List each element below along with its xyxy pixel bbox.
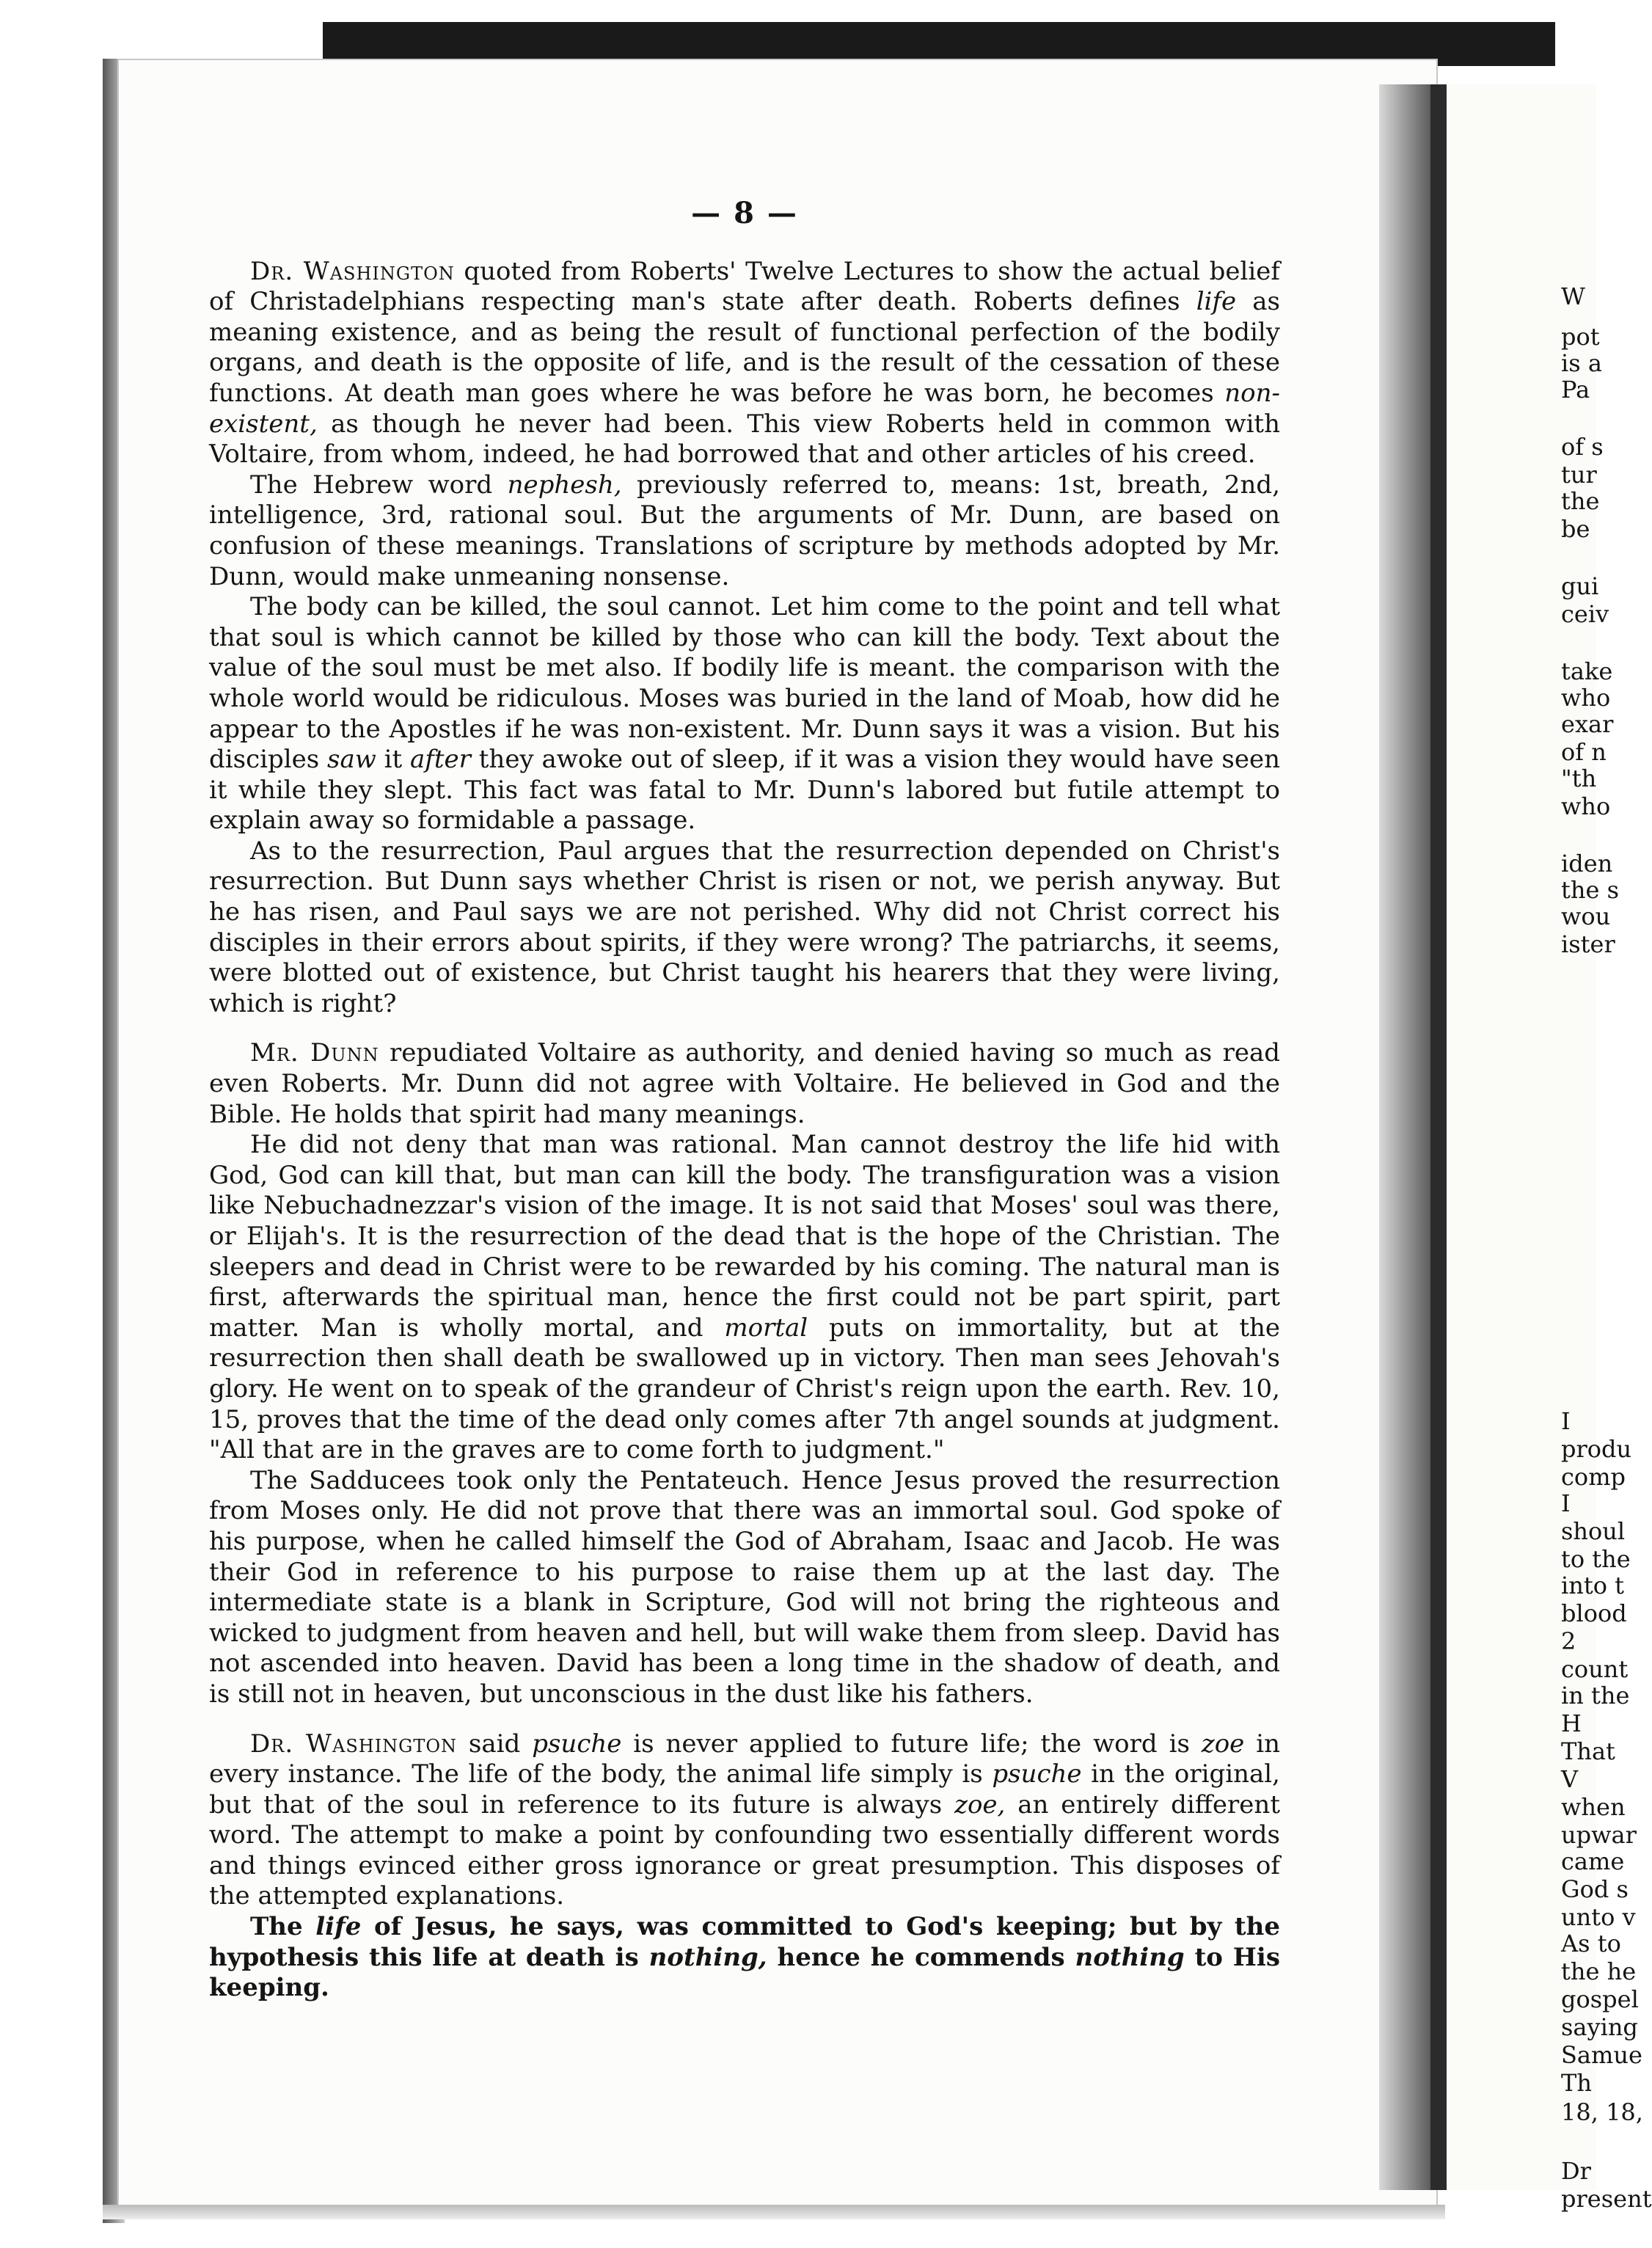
adjacent-page-fragment: who — [1561, 684, 1611, 712]
paragraph — [209, 257, 1280, 470]
book-spine — [1430, 84, 1447, 2190]
text-run: to His keeping. — [209, 1942, 1280, 2003]
italic-text: zoe — [1201, 1729, 1245, 1759]
speaker-name: Dr. Washington — [250, 256, 455, 286]
text-run: is never applied to future life; the word is — [621, 1729, 1202, 1759]
adjacent-page-fragment: gospel — [1561, 1985, 1639, 2013]
italic-text: life — [1196, 287, 1237, 317]
italic-text: nephesh, — [507, 470, 622, 500]
adjacent-page-fragment: iden — [1561, 850, 1613, 877]
text-run: as meaning existence, and as being the result of functional perfection of the bodily organs, and death is the opposite of life, and is the result of the cessation of these functions. At death man goes where he was before he was born, he becomes — [209, 287, 1280, 408]
italic-text: after — [410, 745, 471, 775]
italic-text: non-existent, — [209, 378, 1280, 439]
adjacent-page-fragment: I — [1561, 1407, 1571, 1435]
adjacent-page-fragment: Dr — [1561, 2157, 1591, 2185]
text-run: He did not deny that man was rational. Man cannot destroy the life hid with God, God can kill that, but man can kill the body. The transfiguration was a vision like Nebuchadnezzar's vision of the image. It is not said that Moses' soul was there, or Elijah's. It is the resurrection of the dead that is the hope of the Christian. The sleepers and dead in Christ were to be rewarded by his coming. The natural man is first, afterwards the spiritual man, hence the first could not be part spirit, part matter. Man is wholly mortal, and — [209, 1130, 1280, 1343]
adjacent-page-fragment: Pa — [1561, 376, 1590, 404]
paragraph — [209, 1038, 1280, 1130]
adjacent-page-fragment: Th — [1561, 2069, 1592, 2097]
text-run: The body can be killed, the soul cannot. Let him come to the point and tell what that soul is which cannot be killed by those who can kill the body. Text about the value of the soul must be met also. If bodily life is meant. the comparison with the whole world would be ridiculous. Moses was buried in the land of Moab, how did he appear to the Apostles if he was non-existent. Mr. Dunn says it was a vision. But his disciples — [209, 592, 1280, 775]
text-run: puts on immortality, but at the resurrection then shall death be swallowed up in victory. Then man sees Jehovah's glory. He went on to speak of the grandeur of Christ's reign upon the earth. Rev. 10, 15, proves that the time of the dead only comes after 7th angel sounds at judgment. "All that are in the graves are to come forth to judgment." — [209, 1313, 1280, 1465]
paragraph — [209, 1729, 1280, 1913]
page-text-column — [209, 198, 1280, 2004]
italic-text: nothing, — [648, 1942, 767, 1972]
adjacent-page-fragment: V — [1561, 1765, 1579, 1793]
adjacent-page-fragment: tur — [1561, 461, 1597, 489]
adjacent-page-fragment: God s — [1561, 1875, 1629, 1903]
adjacent-page-fragment: into t — [1561, 1572, 1624, 1599]
adjacent-page-fragment: pot — [1561, 323, 1600, 351]
text-run: an entirely different word. The attempt to make a point by confounding two essentially different words and things evinced either gross ignorance or great presumption. This disposes of the attempted explanations. — [209, 1789, 1280, 1911]
paragraph-list — [209, 257, 1280, 2004]
speaker-name: Dr. Washington — [250, 1729, 458, 1759]
adjacent-page-fragment: 18, 18, — [1561, 2098, 1643, 2126]
adjacent-page-fragment: Samue — [1561, 2041, 1642, 2069]
adjacent-page-fragment: count — [1561, 1655, 1629, 1683]
text-run: it — [376, 745, 411, 775]
adjacent-page-fragment: produ — [1561, 1435, 1632, 1463]
text-run: in every instance. The life of the body, the animal life simply is — [209, 1729, 1280, 1789]
text-run: they awoke out of sleep, if it was a vision they would have seen it while they slept. This fact was fatal to Mr. Dunn's labored but futile attempt to explain away so formidable a passage. — [209, 745, 1280, 836]
adjacent-page-fragment: That — [1561, 1737, 1615, 1765]
adjacent-page-fragment: saying — [1561, 2013, 1638, 2041]
text-run: As to the resurrection, Paul argues that the resurrection depended on Christ's resurrection. But Dunn says whether Christ is risen or not, we perish anyway. But he has risen, and Paul says we are not perished. Why did not Christ correct his disciples in their errors about spirits, if they were wrong? The patriarchs, it seems, were blotted out of existence, but Christ taught his hearers that they were living, which is right? — [209, 836, 1280, 1018]
speaker-name: Mr. Dunn — [250, 1038, 379, 1068]
adjacent-page-fragment: ceiv — [1561, 600, 1609, 628]
text-run: as though he never had been. This view Roberts held in common with Voltaire, from whom, indeed, he had borrowed that and other articles of his creed. — [209, 409, 1280, 470]
adjacent-page-fragment: exar — [1561, 710, 1614, 738]
adjacent-page-fragment: when — [1561, 1793, 1626, 1821]
italic-text: mortal — [724, 1313, 808, 1343]
paragraph — [209, 1912, 1280, 2004]
page-gutter — [1379, 84, 1438, 2190]
adjacent-page-fragment: ister — [1561, 930, 1615, 958]
paragraph — [209, 836, 1280, 1020]
paragraph — [209, 470, 1280, 592]
adjacent-page-fragment: the he — [1561, 1957, 1637, 1985]
text-run: said — [457, 1729, 533, 1759]
adjacent-page-fragment: shoul — [1561, 1517, 1626, 1545]
adjacent-page-fragment: in the — [1561, 1682, 1630, 1709]
adjacent-page-fragment: "th — [1561, 764, 1597, 792]
italic-text: zoe, — [954, 1789, 1006, 1820]
adjacent-page-fragment: I — [1561, 1489, 1571, 1517]
text-run: of Jesus, he says, was committed to God's keeping; but by the hypothesis this life at death is — [209, 1912, 1280, 1972]
italic-text: psuche — [992, 1759, 1082, 1789]
italic-text: saw — [327, 745, 376, 775]
text-run: hence he commends — [767, 1942, 1075, 1972]
paragraph — [209, 1130, 1280, 1466]
text-run: in the original, but that of the soul in reference to its future is always — [209, 1759, 1280, 1820]
adjacent-page-fragment: As to — [1561, 1930, 1621, 1957]
adjacent-page-fragment: to the — [1561, 1545, 1631, 1573]
adjacent-page-fragment: of n — [1561, 738, 1607, 766]
adjacent-page-fragment: H — [1561, 1709, 1582, 1737]
adjacent-page-fragment: is a — [1561, 349, 1602, 377]
adjacent-page-fragment: be — [1561, 515, 1590, 543]
adjacent-page-fragment: the — [1561, 487, 1600, 515]
paragraph — [209, 592, 1280, 836]
italic-text: psuche — [532, 1729, 622, 1759]
adjacent-page-fragment: take — [1561, 657, 1613, 685]
adjacent-page-fragment: 2 — [1561, 1627, 1576, 1655]
italic-text: nothing — [1075, 1942, 1185, 1972]
adjacent-page-fragment: comp — [1561, 1463, 1626, 1491]
text-run: The Sadducees took only the Pentateuch. Hence Jesus proved the resurrection from Moses only. He did not prove that there was an immortal soul. God spoke of his purpose, when he called himself the God of Abraham, Isaac and Jacob. He was their God in reference to his purpose to raise them up at the last day. The intermediate state is a blank in Scripture, God will not bring the righteous and wicked to judgment from heaven and hell, but will wake them from sleep. David has not ascended into heaven. David has been a long time in the shadow of death, and is still not in heaven, but unconscious in the dust like his fathers. — [209, 1465, 1280, 1709]
adjacent-page-fragment: blood — [1561, 1599, 1627, 1627]
text-run: The Hebrew word — [250, 470, 508, 500]
adjacent-page-fragment: who — [1561, 792, 1611, 820]
adjacent-page-fragment: upwar — [1561, 1821, 1637, 1849]
page-number: — 8 — — [691, 196, 798, 230]
adjacent-page-fragment: wou — [1561, 902, 1611, 930]
text-run: quoted from Roberts' Twelve Lectures to show the actual belief of Christadelphians respecting man's state after death. Roberts defines — [209, 256, 1280, 317]
adjacent-page-fragment: W — [1561, 282, 1585, 310]
adjacent-page-fragment: gui — [1561, 572, 1599, 600]
page-bottom-shadow — [103, 2205, 1445, 2219]
text-run: The — [250, 1912, 316, 1942]
paragraph — [209, 1466, 1280, 1710]
text-run: repudiated Voltaire as authority, and denied having so much as read even Roberts. Mr. Dunn did not agree with Voltaire. He believed in God and the Bible. He holds that spirit had many meanings. — [209, 1038, 1280, 1129]
adjacent-page-fragment: came — [1561, 1847, 1625, 1875]
adjacent-page-fragment: present — [1561, 2185, 1652, 2213]
italic-text: life — [315, 1912, 362, 1942]
adjacent-page-fragment: the s — [1561, 876, 1619, 904]
text-run: previously referred to, means: 1st, breath, 2nd, intelligence, 3rd, rational soul. But the arguments of Mr. Dunn, are based on confusion of these meanings. Translations of scripture by methods adopted by Mr. Dunn, would make unmeaning nonsense. — [209, 470, 1280, 591]
adjacent-page-fragment: of s — [1561, 433, 1604, 461]
adjacent-page-fragment: unto v — [1561, 1903, 1636, 1931]
